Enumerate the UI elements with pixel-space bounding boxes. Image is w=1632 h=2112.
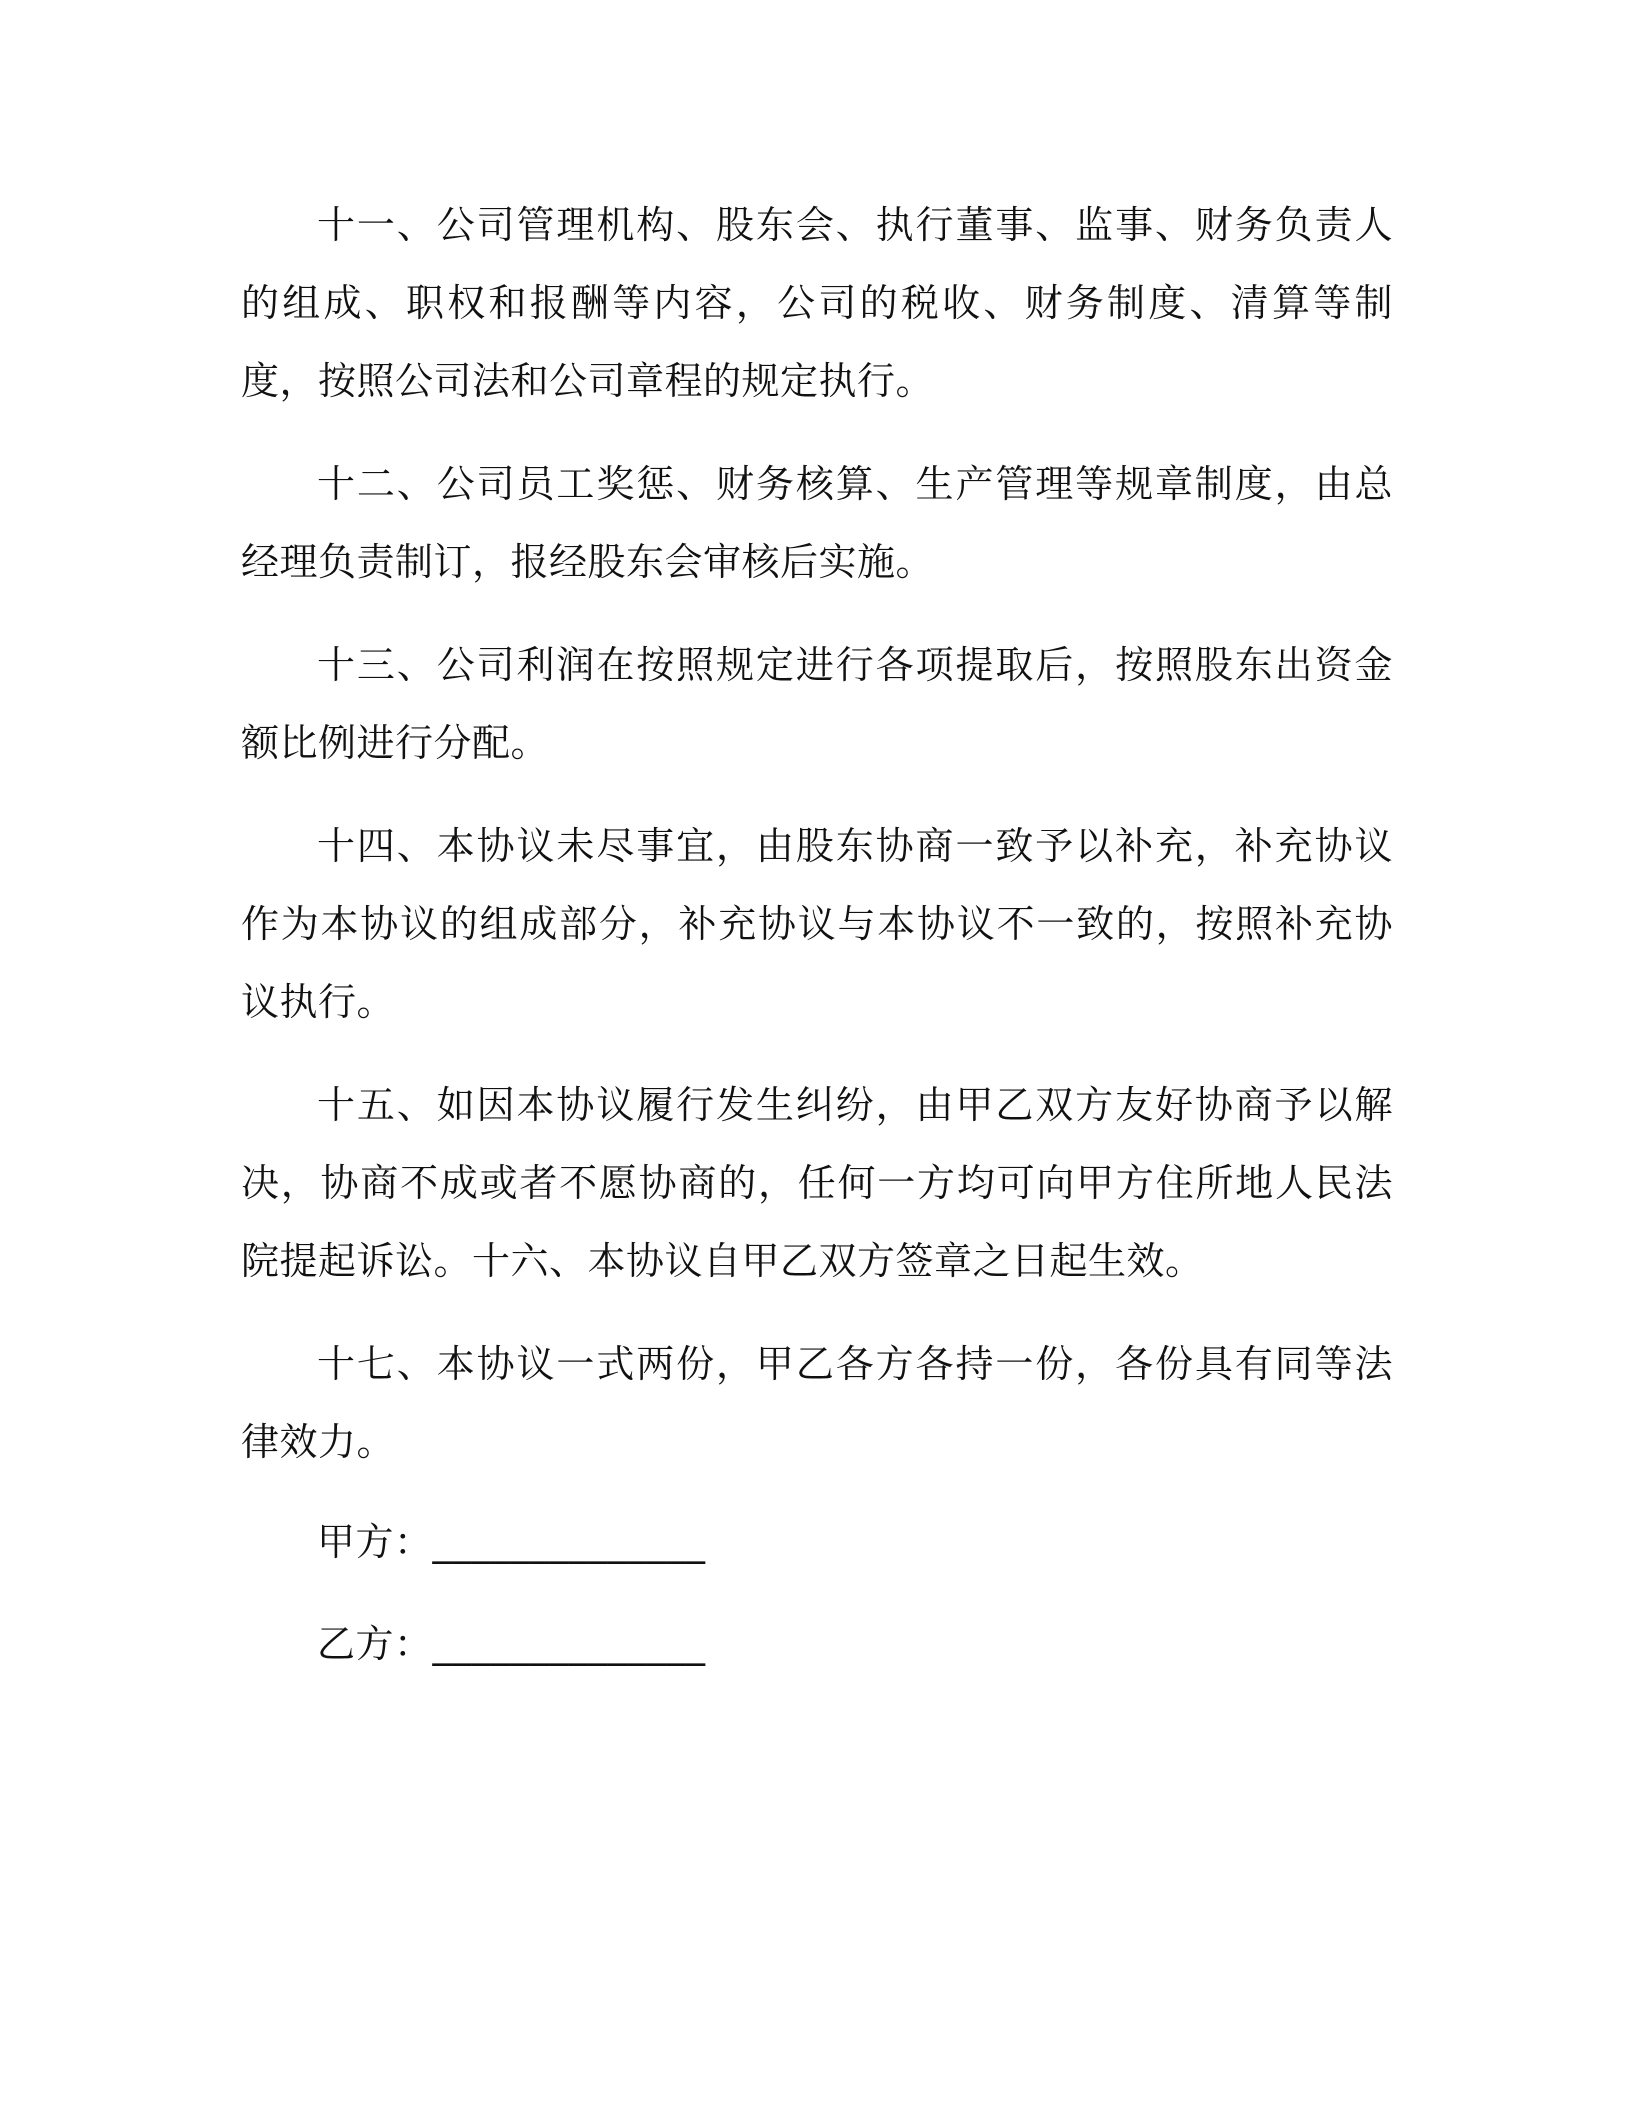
signature-party-a (241, 1503, 1393, 1581)
clause-14: 十四、本协议未尽事宜，由股东协商一致予以补充，补充协议作为本协议的组成部分，补充协议与本协议不一致的，按照补充协议执行。 (241, 824, 1393, 1024)
clause-17: 十七、本协议一式两份，甲乙各方各持一份，各份具有同等法律效力。 (241, 1342, 1393, 1464)
clause-13: 十三、公司利润在按照规定进行各项提取后，按照股东出资金额比例进行分配。 (241, 643, 1393, 765)
clause-12: 十二、公司员工奖惩、财务核算、生产管理等规章制度，由总经理负责制订，报经股东会审核后实施。 (241, 462, 1393, 584)
signature-party-b (241, 1605, 1393, 1683)
document-body (241, 186, 1393, 1707)
clause-11: 十一、公司管理机构、股东会、执行董事、监事、财务负责人的组成、职权和报酬等内容，公司的税收、财务制度、清算等制度，按照公司法和公司章程的规定执行。 (241, 203, 1393, 403)
party-b-signature-blank: ______________ (432, 1622, 706, 1666)
party-a-label: 甲方： (317, 1520, 433, 1564)
party-b-label: 乙方： (317, 1622, 433, 1666)
party-a-signature-blank: ______________ (432, 1520, 706, 1564)
clause-15-16: 十五、如因本协议履行发生纠纷，由甲乙双方友好协商予以解决，协商不成或者不愿协商的，任何一方均可向甲方住所地人民法院提起诉讼。十六、本协议自甲乙双方签章之日起生效。 (241, 1083, 1393, 1283)
